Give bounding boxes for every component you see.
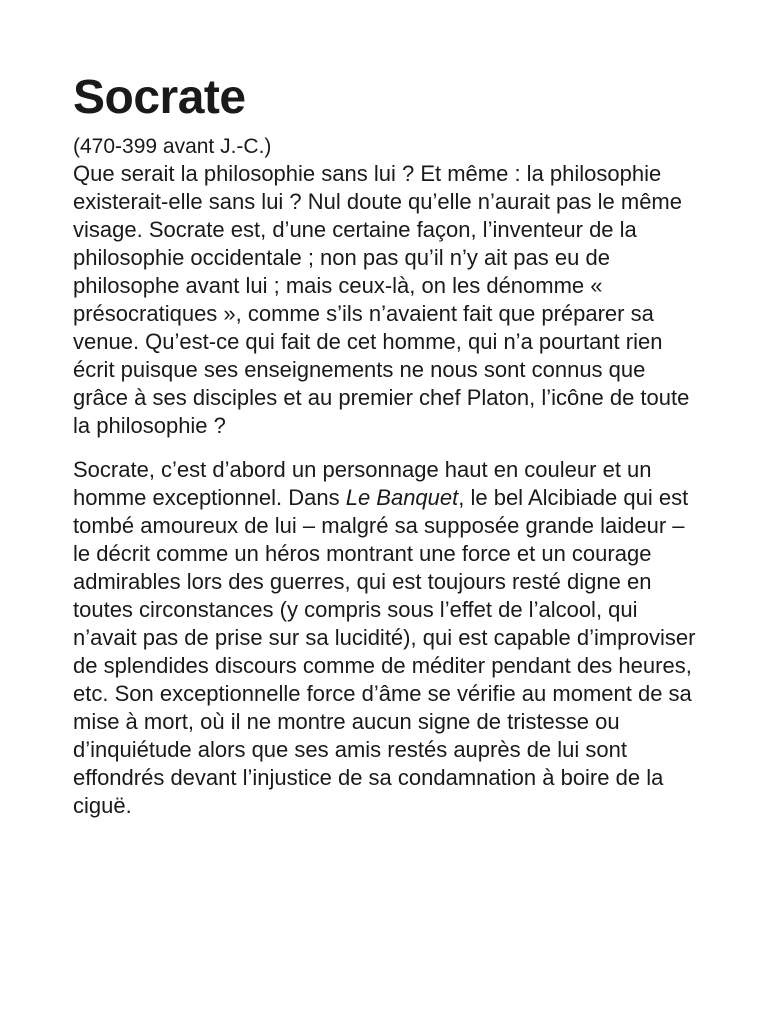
paragraph-intro: Que serait la philosophie sans lui ? Et même : la philosophie existerait-elle sans lui ? Nul doute qu’elle n’aurait pas le même visage. Socrate est, d’une certaine façon, l’inventeur de la philosophie occidentale ; non pas qu’il n’y ait pas eu de philosophe avant lui ; mais ceux-là, on les dénomme « présocratiques », comme s’ils n’avaient fait que préparer sa venue. Qu’est-ce qui fait de cet homme, qui n’a pourtant rien écrit puisque ses enseignements ne nous sont connus que grâce à ses disciples et au premier chef Platon, l’icône de toute la philosophie ?	[73, 161, 690, 438]
life-dates: (470-399 avant J.-C.)	[73, 135, 272, 158]
page-title: Socrate	[73, 71, 246, 124]
paragraph-text-start: Socrate, c’est d’abord un personnage haut en couleur et un homme exceptionnel. Dans	[73, 457, 652, 510]
paragraph-text-end: , le bel Alcibiade qui est tombé amoureux de lui – malgré sa supposée grande laideur – le décrit comme un héros montrant une force et un courage admirables lors des guerres, qui est toujours resté digne en toutes circonstances (y compris sous l’effet de l’alcool, qui n’avait pas de prise sur sa lucidité), qui est capable d’improviser de splendides discours comme de méditer pendant des heures, etc. Son exceptionnelle force d’âme se vérifie au moment de sa mise à mort, où il ne montre aucun signe de tristesse ou d’inquiétude alors que ses amis restés auprès de lui sont effondrés devant l’injustice de sa condamnation à boire de la ciguë.	[73, 485, 696, 818]
paragraph-portrait	[73, 456, 703, 820]
book-title-italic: Le Banquet	[345, 485, 459, 510]
document-page	[73, 68, 703, 820]
